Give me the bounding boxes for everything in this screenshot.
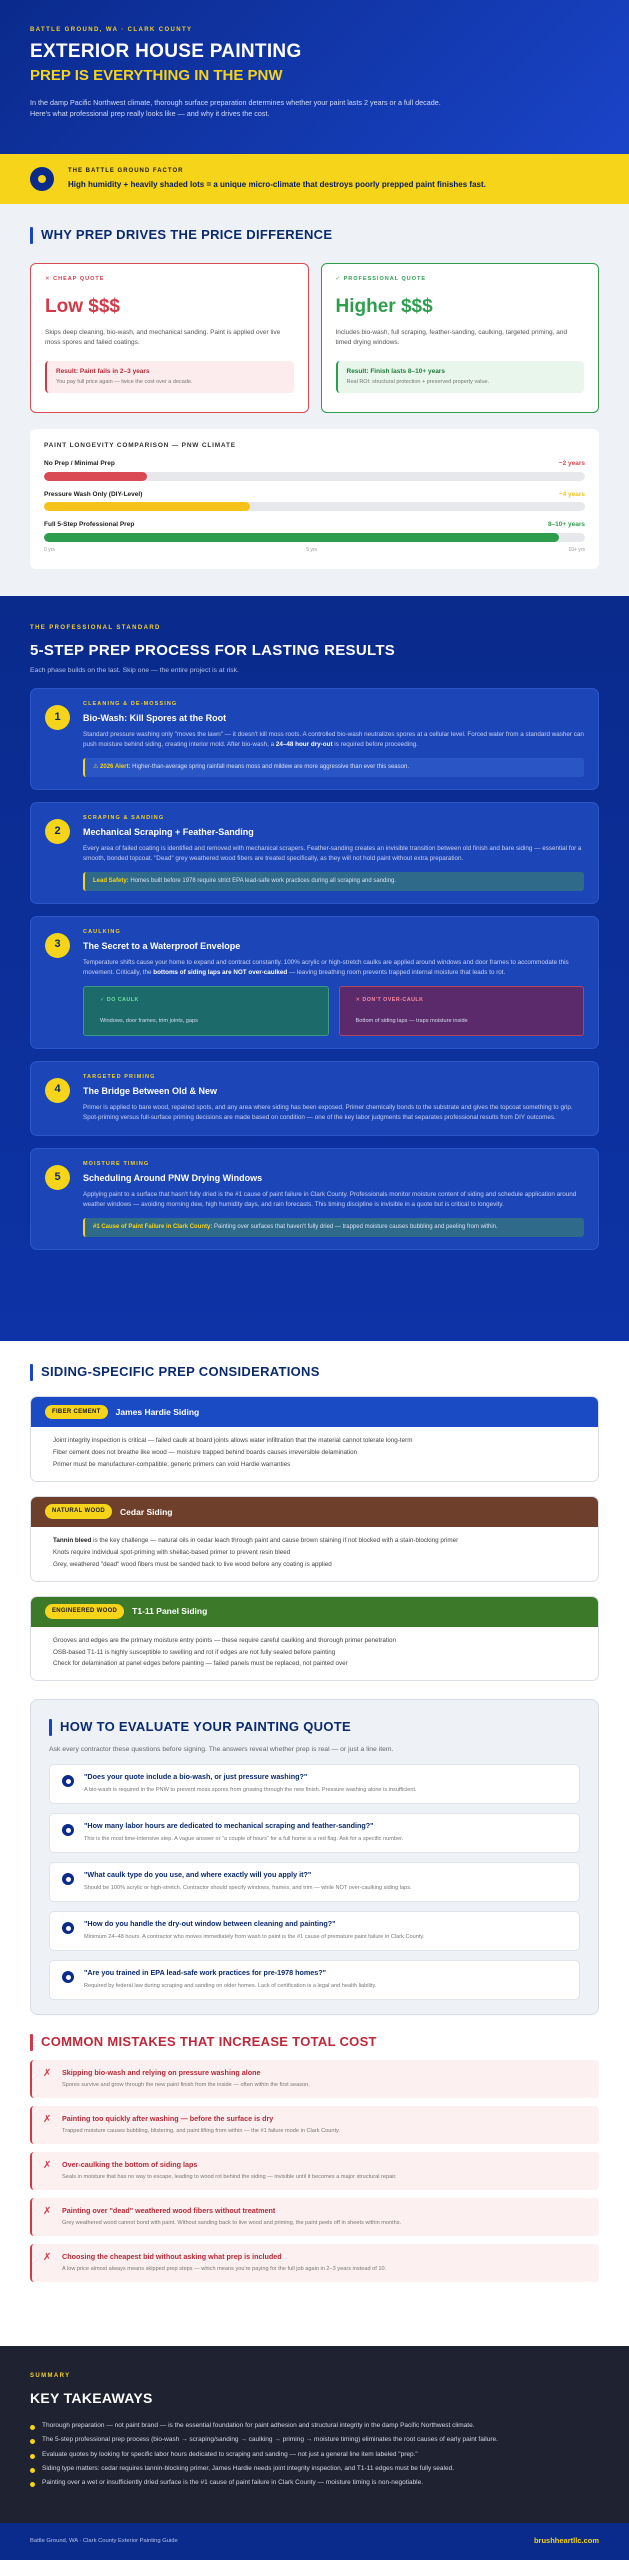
siding-badge: NATURAL WOOD xyxy=(45,1504,112,1519)
hero-banner xyxy=(0,0,629,154)
step-body: Primer is applied to bare wood, repaired spots, and any area where siding has been exposed. Primer chemically bonds to the substrate and gives the topcoat something to grip. Spot-priming versus full-surface priming decisions are made based on condition — one of the key labor judgments that separates professional results from DIY outcomes. xyxy=(83,1103,573,1121)
step-card xyxy=(30,1148,599,1250)
cheap-quote-result: Result: Paint fails in 2–3 years You pay full price again — twice the cost over a decade. xyxy=(45,361,294,392)
takeaways-eyebrow: SUMMARY xyxy=(30,2373,71,2379)
chart-bar xyxy=(44,502,250,511)
x-icon: ✗ xyxy=(43,2205,52,2217)
evaluate-sub: Ask every contractor these questions before signing. The answers reveal whether prep is real — or just a line item. xyxy=(49,1746,394,1754)
siding-badge: FIBER CEMENT xyxy=(45,1405,108,1420)
siding-name: Cedar Siding xyxy=(120,1506,173,1517)
step-card xyxy=(30,802,599,904)
takeaway-item: Evaluate quotes by looking for specific labor hours dedicated to scraping and sanding — not just a general line item labeled "prep." xyxy=(30,2448,599,2462)
caulk-do-dont xyxy=(83,986,584,1036)
siding-card-fiber-cement xyxy=(30,1396,599,1482)
list-item: Joint integrity inspection is critical — failed caulk at board joints allows water infiltration that the material cannot tolerate long-term xyxy=(53,1436,413,1444)
list-item: Grey, weathered "dead" wood fibers must be sanded back to live wood before any coating is applied xyxy=(53,1560,332,1568)
siding-heading: SIDING-SPECIFIC PREP CONSIDERATIONS xyxy=(30,1363,599,1382)
mistake-item: ✗ Painting too quickly after washing — before the surface is dry Trapped moisture causes bubbling, blistering, and paint lifting from within — the #1 failure mode in Clark County. xyxy=(30,2106,599,2144)
step-alert: ⚠ 2026 Alert: Higher-than-average spring rainfall means moss and mildew are more aggressive than ever this season. xyxy=(83,758,584,777)
dont-caulk-box: ✕ DON'T OVER-CAULK Bottom of siding laps — traps moisture inside xyxy=(339,986,585,1036)
pro-quote-card xyxy=(321,263,600,413)
page-subtitle: PREP IS EVERYTHING IN THE PNW xyxy=(30,66,283,84)
question-icon xyxy=(62,1775,74,1787)
axis-tick-label: 5 yrs xyxy=(306,546,318,553)
step-body: Standard pressure washing only "moves the lawn" — it doesn't kill moss roots. A controlled bio-wash neutralizes spores at a cellular level. Forced water from a standard washer can push moisture behind siding, creating interior mold. After bio-wash, a 24–48 hour dry-out is required before proceeding. xyxy=(83,731,584,749)
bar-category-label: Pressure Wash Only (DIY-Level) xyxy=(44,490,143,498)
step-number: 2 xyxy=(45,819,70,844)
chart-bar xyxy=(44,472,147,481)
evaluate-quote-box xyxy=(30,1699,599,2015)
chart-bar-row xyxy=(44,459,585,480)
footer xyxy=(0,2523,629,2560)
takeaway-item: Painting over a wet or insufficiently dried surface is the #1 cause of paint failure in Clark County — moisture timing is non-negotiable. xyxy=(30,2476,599,2490)
x-icon: ✗ xyxy=(43,2159,52,2171)
step-number: 1 xyxy=(45,705,70,730)
siding-card-cedar xyxy=(30,1496,599,1582)
do-caulk-box: ✓ DO CAULK Windows, door frames, trim joints, gaps xyxy=(83,986,329,1036)
evaluate-heading: HOW TO EVALUATE YOUR PAINTING QUOTE xyxy=(49,1718,580,1737)
longevity-chart xyxy=(30,429,599,569)
step-title: Mechanical Scraping + Feather-Sanding xyxy=(83,827,254,838)
step-number: 4 xyxy=(45,1078,70,1103)
question-item: "Does your quote include a bio-wash, or just pressure washing?" A bio-wash is required in the PNW to prevent moss spores from growing through the new finish. Pressure washing alone is insufficient. xyxy=(49,1764,580,1804)
mistakes-section xyxy=(30,2033,599,2282)
factor-text: High humidity + heavily shaded lots = a unique micro-climate that destroys poorly prepped paint finishes fast. xyxy=(68,180,486,190)
siding-badge: ENGINEERED WOOD xyxy=(45,1604,124,1619)
takeaways-section xyxy=(0,2346,629,2523)
mistake-item: ✗ Skipping bio-wash and relying on pressure washing alone Spores survive and grow through the new paint finish from the inside — often within the first season. xyxy=(30,2060,599,2098)
cheap-quote-price: Low $$$ xyxy=(45,295,120,317)
x-icon: ✗ xyxy=(43,2067,52,2079)
question-item: "What caulk type do you use, and where exactly will you apply it?" Should be 100% acrylic or high-stretch. Contractor should specify windows, frames, and trim — while NOT over-caulking siding laps. xyxy=(49,1862,580,1902)
list-item: Check for delamination at panel edges before painting — failed panels must be replaced, not painted over xyxy=(53,1660,348,1668)
step-title: Bio-Wash: Kill Spores at the Root xyxy=(83,713,227,724)
process-sub: Each phase builds on the last. Skip one — the entire project is at risk. xyxy=(30,667,239,675)
list-item: Tannin bleed is the key challenge — natural oils in cedar leach through paint and cause brown staining if not blocked with a stain-blocking primer xyxy=(53,1536,459,1544)
chart-bar-row xyxy=(44,520,585,541)
footer-text: Battle Ground, WA · Clark County Exterior Painting Guide xyxy=(30,2538,178,2545)
hero-intro: In the damp Pacific Northwest climate, thorough surface preparation determines whether your paint lasts 2 years or a full decade. Here's what professional prep really looks like — and why it drives the cost. xyxy=(30,97,441,119)
step-tag: MOISTURE TIMING xyxy=(83,1161,150,1167)
step-card xyxy=(30,1061,599,1136)
step-tag: CLEANING & DE-MOSSING xyxy=(83,701,178,708)
siding-name: James Hardie Siding xyxy=(115,1406,200,1417)
mistake-item: ✗ Over-caulking the bottom of siding laps Seals in moisture that has no way to escape, leading to wood rot behind the siding — invisible until it becomes a major structural repair. xyxy=(30,2152,599,2190)
cheap-quote-tag: ✕ CHEAP QUOTE xyxy=(45,275,105,282)
step-body: Applying paint to a surface that hasn't fully dried is the #1 cause of paint failure in Clark County. Professionals monitor moisture content of siding and schedule application around weather windows — avoiding morning dew, high humidity days, and rain forecasts. This timing discipline is invisible in a quote but is critical to longevity. xyxy=(83,1191,577,1209)
step-title: The Secret to a Waterproof Envelope xyxy=(83,940,241,951)
siding-card-t111 xyxy=(30,1596,599,1682)
takeaway-item: Siding type matters: cedar requires tannin-blocking primer, James Hardie needs joint integrity inspection, and T1-11 edges must be fully sealed. xyxy=(30,2462,599,2476)
question-icon xyxy=(62,1824,74,1836)
battle-ground-factor xyxy=(0,154,629,204)
list-item: Grooves and edges are the primary moisture entry points — these require careful caulking and thorough primer penetration xyxy=(53,1636,397,1644)
siding-name: T1-11 Panel Siding xyxy=(132,1606,208,1617)
x-icon: ✗ xyxy=(43,2113,52,2125)
axis-tick-label: 10+ yrs xyxy=(568,546,585,553)
step-title: The Bridge Between Old & New xyxy=(83,1085,218,1096)
step-alert: Lead Safety: Homes built before 1978 require strict EPA lead-safe work practices during all scraping and sanding. xyxy=(83,872,584,891)
factor-label: THE BATTLE GROUND FACTOR xyxy=(68,168,184,175)
question-icon xyxy=(62,1922,74,1934)
step-body: Temperature shifts cause your home to expand and contract constantly. 100% acrylic or high-stretch caulks are applied around windows and door frames to accommodate this movement. Critically, the bottoms of siding laps are NOT over-caulked — leaving breathing room prevents trapped internal moisture that leads to rot. xyxy=(83,958,569,977)
question-icon xyxy=(62,1971,74,1983)
page-title: EXTERIOR HOUSE PAINTING xyxy=(30,40,302,62)
pro-quote-desc: Includes bio-wash, full scraping, feather-sanding, caulking, targeted priming, and timed drying windows. xyxy=(335,329,568,347)
question-item: "Are you trained in EPA lead-safe work practices for pre-1978 homes?" Required by federal law during scraping and sanding on older homes. Lack of certification is a legal and health liability. xyxy=(49,1960,580,2000)
axis-tick-label: 0 yrs xyxy=(44,546,55,553)
question-item: "How many labor hours are dedicated to mechanical scraping and feather-sanding?" This is the most time-intensive step. A vague answer or "a couple of hours" for a full home is a red flag. Ask for a specific number. xyxy=(49,1813,580,1853)
step-alert: #1 Cause of Paint Failure in Clark County: Painting over surfaces that haven't fully dried — trapped moisture causes bubbling and peeling from within. xyxy=(83,1218,584,1237)
chart-axis xyxy=(44,547,585,554)
step-tag: SCRAPING & SANDING xyxy=(83,815,165,822)
cheap-quote-card xyxy=(30,263,309,413)
step-number: 5 xyxy=(45,1165,70,1190)
bar-category-label: No Prep / Minimal Prep xyxy=(44,460,115,468)
pro-quote-result: Result: Finish lasts 8–10+ years Real ROI: structural protection + preserved property value. xyxy=(336,361,585,392)
chart-bar xyxy=(44,533,559,542)
mistakes-heading: COMMON MISTAKES THAT INCREASE TOTAL COST xyxy=(30,2033,599,2052)
step-tag: CAULKING xyxy=(83,928,121,935)
list-item: Knots require individual spot-priming with shellac-based primer to prevent resin bleed xyxy=(53,1548,291,1556)
pro-quote-tag: ✓ PROFESSIONAL QUOTE xyxy=(335,275,427,282)
x-icon: ✗ xyxy=(43,2251,52,2263)
step-body: Every area of failed coating is identified and removed with mechanical scrapers. Feather-sanding creates an invisible transition between old finish and bare siding — essential for a smooth, bonded topcoat. "Dead" grey weathered wood fibers are treated specifically, as they will not hold paint without extra preparation. xyxy=(83,845,582,863)
price-section xyxy=(0,204,629,596)
takeaways-title: KEY TAKEAWAYS xyxy=(30,2389,153,2406)
step-number: 3 xyxy=(45,933,70,958)
step-card xyxy=(30,916,599,1049)
bar-category-label: Full 5-Step Professional Prep xyxy=(44,521,135,529)
details-section xyxy=(0,1341,629,2346)
question-item: "How do you handle the dry-out window between cleaning and painting?" Minimum 24–48 hours. A contractor who moves immediately from wash to paint is the #1 cause of premature paint failure in Clark County. xyxy=(49,1911,580,1951)
takeaway-item: The 5-step professional prep process (bio-wash → scraping/sanding → caulking → priming → moisture timing) eliminates the root causes of early paint failure. xyxy=(30,2433,599,2447)
process-section xyxy=(0,596,629,1341)
cheap-quote-desc: Skips deep cleaning, bio-wash, and mechanical sanding. Paint is applied over live moss spores and failed coatings. xyxy=(45,329,281,347)
hero-eyebrow: BATTLE GROUND, WA · CLARK COUNTY xyxy=(30,27,193,33)
mistake-item: ✗ Choosing the cheapest bid without asking what prep is included A low price almost always means skipped prep steps — which means you're paying for the full job again in 2–3 years instead of 10. xyxy=(30,2244,599,2282)
chart-title: PAINT LONGEVITY COMPARISON — PNW CLIMATE xyxy=(44,441,236,449)
list-item: OSB-based T1-11 is highly susceptible to swelling and rot if edges are not fully sealed before painting xyxy=(53,1648,336,1656)
mistake-item: ✗ Painting over "dead" weathered wood fibers without treatment Grey weathered wood cannot bond with paint. Without sanding back to live wood and priming, the paint peels off in sheets within months. xyxy=(30,2198,599,2236)
list-item: Fiber cement does not breathe like wood — moisture trapped behind boards causes irreversible delamination xyxy=(53,1448,358,1456)
list-item: Primer must be manufacturer-compatible; generic primers can void Hardie warranties xyxy=(53,1460,291,1468)
question-icon xyxy=(62,1873,74,1885)
takeaway-item: Thorough preparation — not paint brand — is the essential foundation for paint adhesion and structural integrity in the damp Pacific Northwest climate. xyxy=(30,2419,599,2433)
bar-value-label: ~4 years xyxy=(558,490,585,498)
price-heading: WHY PREP DRIVES THE PRICE DIFFERENCE xyxy=(30,226,599,245)
target-icon xyxy=(30,167,54,191)
process-eyebrow: THE PROFESSIONAL STANDARD xyxy=(30,625,161,631)
footer-link[interactable]: brushheartllc.com xyxy=(533,2536,599,2546)
step-tag: TARGETED PRIMING xyxy=(83,1073,156,1080)
step-card xyxy=(30,688,599,790)
step-title: Scheduling Around PNW Drying Windows xyxy=(83,1172,263,1183)
bar-value-label: ~2 years xyxy=(558,460,585,468)
chart-bar-row xyxy=(44,490,585,511)
bar-value-label: 8–10+ years xyxy=(547,521,585,529)
pro-quote-price: Higher $$$ xyxy=(335,295,433,317)
process-title: 5-STEP PREP PROCESS FOR LASTING RESULTS xyxy=(30,641,396,659)
